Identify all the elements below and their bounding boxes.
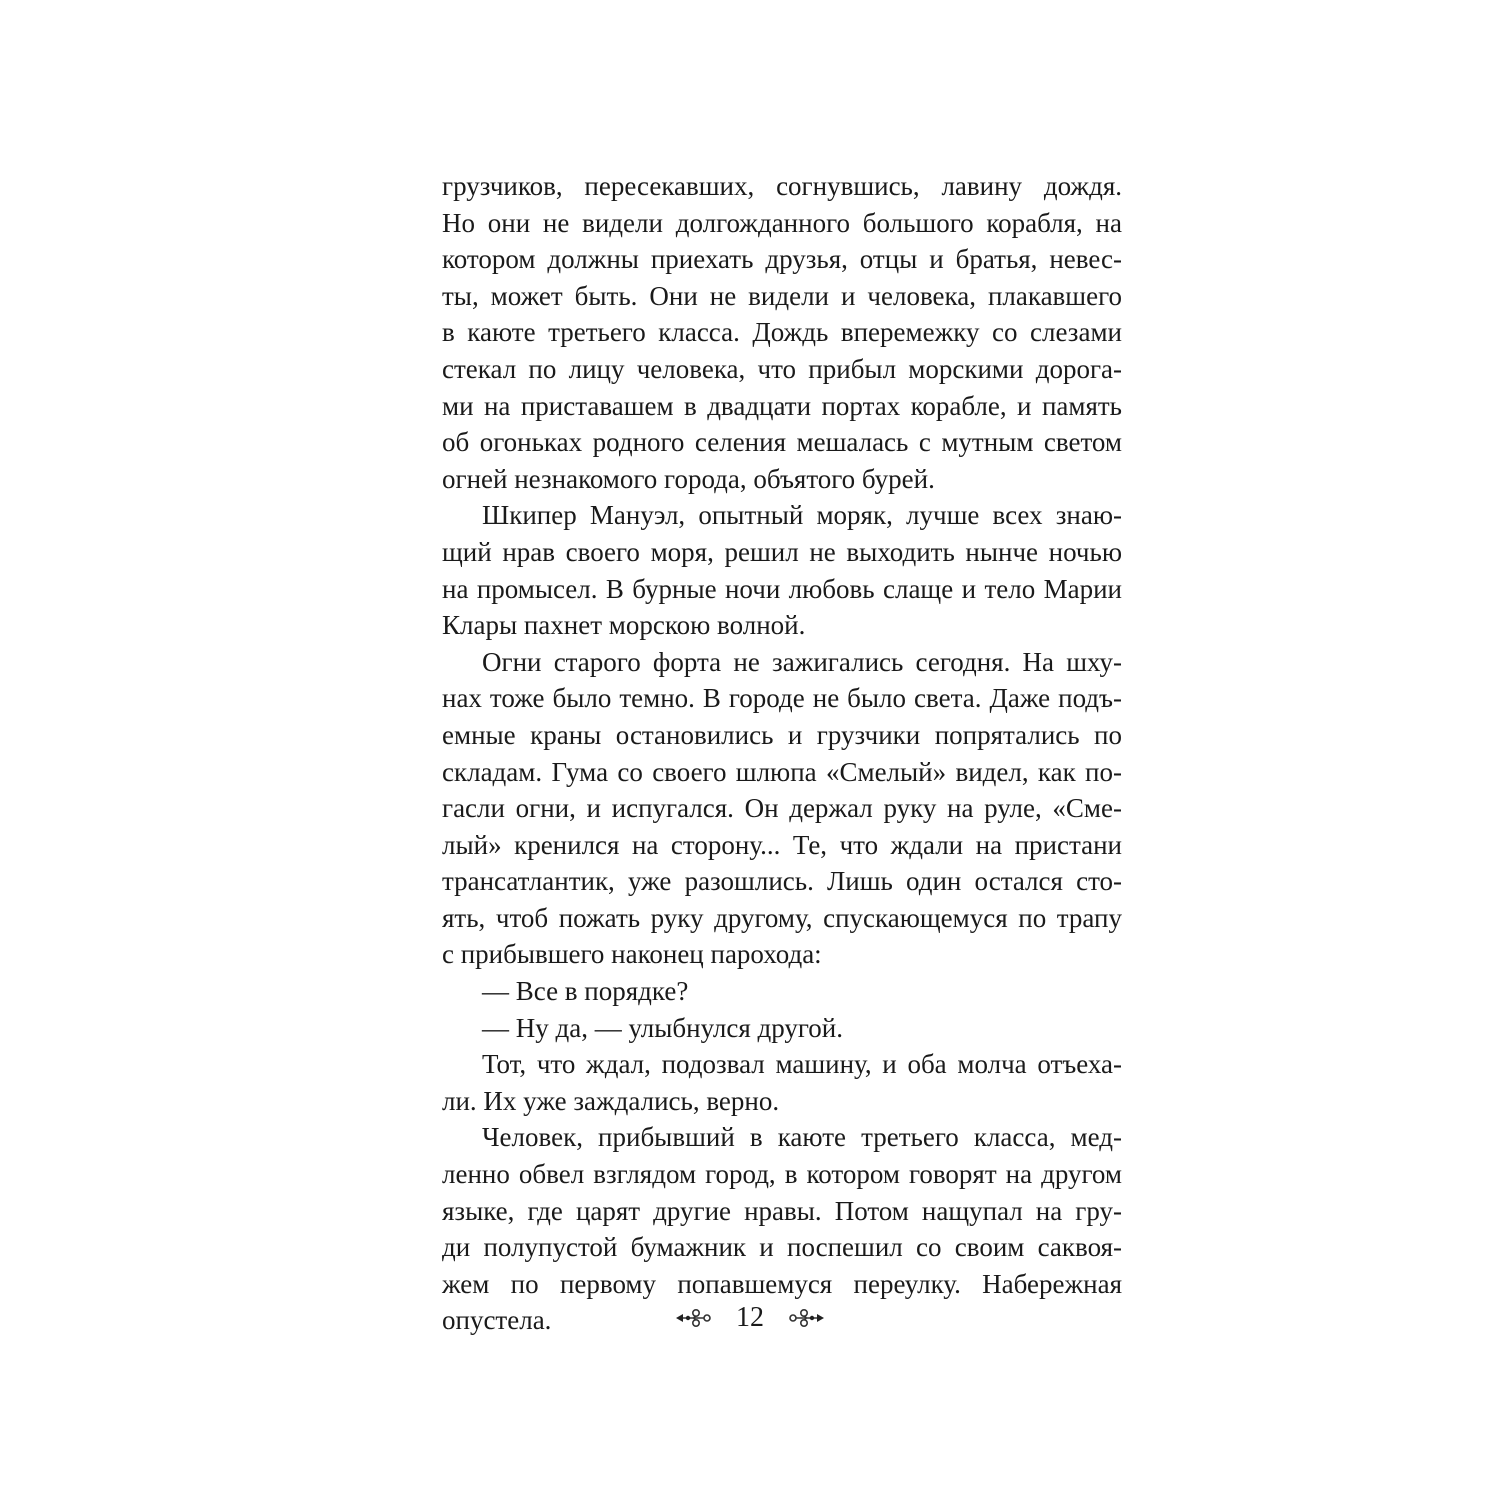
page-number: 12 (736, 1302, 764, 1333)
text-line: об огоньках родного селения мешалась с мутным светом (442, 427, 1122, 458)
text-line: — Все в порядке? (482, 976, 689, 1007)
text-line: емные краны остановились и грузчики попрятались по (442, 719, 1122, 750)
text-line: ять, чтоб пожать руку другому, спускающемуся по трапу (442, 902, 1122, 933)
text-line: Человек, прибывший в каюте третьего класса, мед- (482, 1122, 1122, 1153)
page-folio (0, 1302, 1500, 1334)
text-line: ли. Их уже заждались, верно. (442, 1085, 780, 1116)
dialogue-line (442, 973, 1122, 1010)
text-line: щий нрав своего моря, решил не выходить нынче ночью (442, 536, 1122, 567)
text-line: Клары пахнет морскою волной. (442, 610, 806, 641)
text-line: стекал по лицу человека, что прибыл морскими дорога- (442, 353, 1122, 384)
text-line: ди полупустой бумажник и поспешил со своим саквоя- (442, 1232, 1122, 1263)
flourish-right-icon (782, 1306, 826, 1330)
text-line: котором должны приехать друзья, отцы и братья, невес- (442, 244, 1122, 275)
paragraph (442, 644, 1122, 973)
text-line: в каюте третьего класса. Дождь вперемежку со слезами (442, 317, 1122, 348)
paragraph (442, 168, 1122, 497)
text-line: с прибывшего наконец парохода: (442, 939, 822, 970)
text-line: ты, может быть. Они не видели и человека, плакавшего (442, 280, 1122, 311)
text-line: Тот, что ждал, подозвал машину, и оба молча отъеха- (482, 1049, 1122, 1080)
text-line: грузчиков, пересекавших, согнувшись, лавину дождя. (442, 171, 1122, 201)
paragraph (442, 1046, 1122, 1119)
text-line: — Ну да, — улыбнулся другой. (482, 1012, 844, 1043)
text-line: языке, где царят другие нравы. Потом нащупал на гру- (442, 1195, 1122, 1226)
text-line: жем по первому попавшемуся переулку. Набережная (442, 1268, 1122, 1299)
dialogue-line (442, 1010, 1122, 1047)
text-line: ленно обвел взглядом город, в котором говорят на другом (442, 1159, 1122, 1190)
body-text (442, 168, 1122, 1339)
text-line: гасли огни, и испугался. Он держал руку на руле, «Сме- (442, 793, 1122, 824)
text-line: лый» кренился на сторону... Те, что ждали на пристани (442, 829, 1122, 860)
text-line: складам. Гума со своего шлюпа «Смелый» видел, как по- (442, 756, 1122, 787)
text-line: нах тоже было темно. В городе не было света. Даже подъ- (442, 683, 1122, 714)
text-line: опустела. (442, 1305, 552, 1336)
text-line: огней незнакомого города, объятого бурей. (442, 463, 935, 494)
text-line: Но они не видели долгожданного большого корабля, на (442, 207, 1122, 238)
text-line: ми на приставашем в двадцати портах корабле, и память (442, 390, 1122, 421)
paragraph (442, 497, 1122, 643)
flourish-left-icon (674, 1306, 718, 1330)
text-line: Шкипер Мануэл, опытный моряк, лучше всех знаю- (482, 500, 1122, 531)
text-line: трансатлантик, уже разошлись. Лишь один остался сто- (442, 866, 1122, 897)
text-line: на промысел. В бурные ночи любовь слаще и тело Марии (442, 573, 1122, 604)
text-line: Огни старого форта не зажигались сегодня. На шху- (482, 646, 1122, 677)
